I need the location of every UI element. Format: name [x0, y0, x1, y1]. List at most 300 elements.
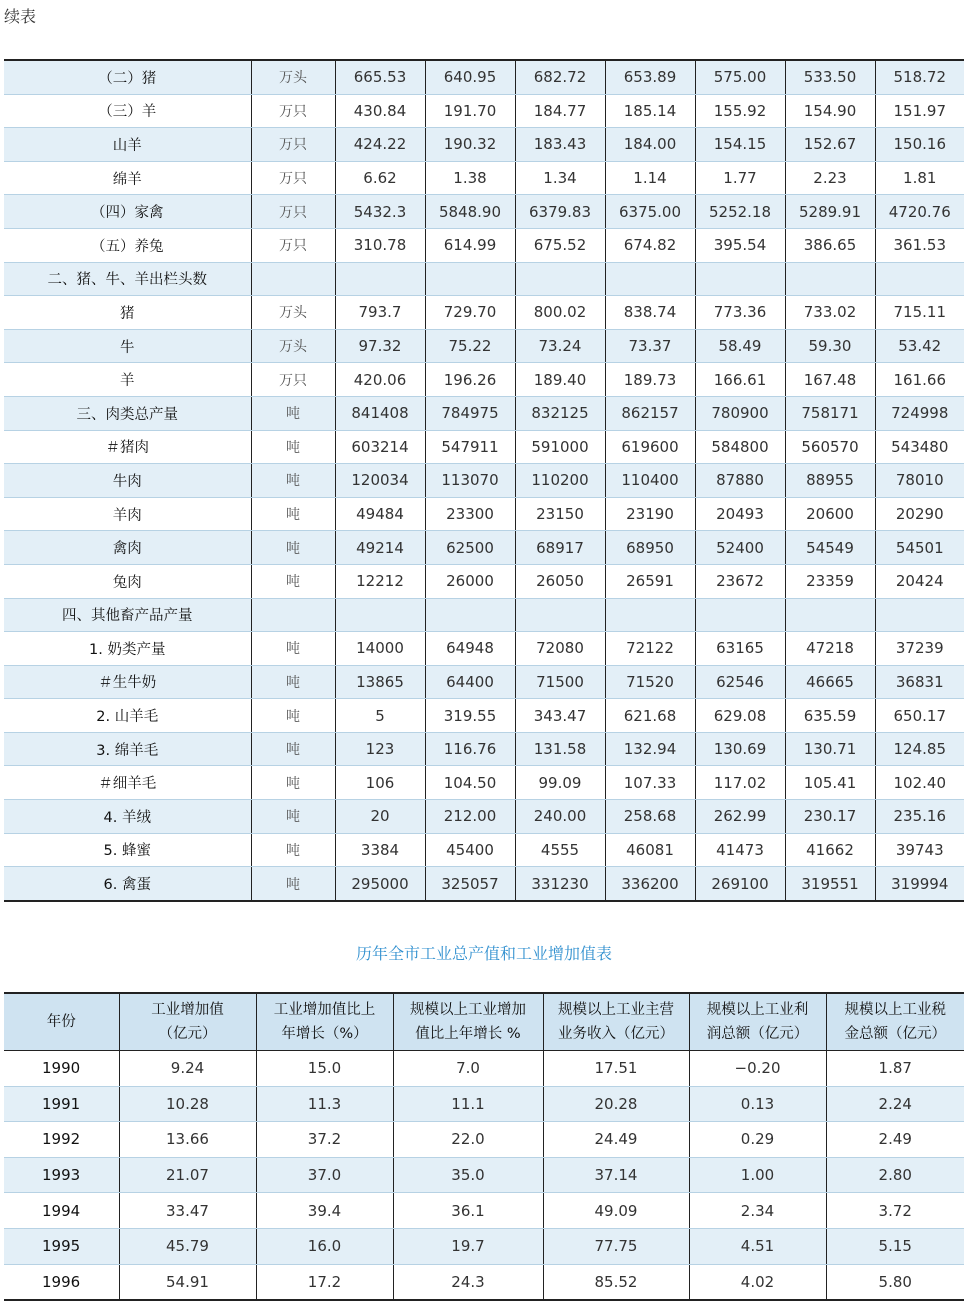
table-cell: 386.65: [785, 228, 875, 262]
column-header-line: 规模以上工业税: [844, 1002, 946, 1018]
table-cell: 319551: [785, 867, 875, 901]
row-item-label: 二、猪、牛、羊出栏头数: [4, 262, 251, 296]
table-row: [4, 1264, 964, 1300]
table-cell: 23359: [785, 564, 875, 598]
table-cell: 2.34: [689, 1193, 826, 1229]
table-cell: 53.42: [875, 329, 964, 363]
row-unit: 吨: [251, 531, 335, 565]
table-cell: 603214: [335, 430, 425, 464]
table-cell: [875, 262, 964, 296]
table-row: [4, 464, 964, 498]
table-cell: 151.97: [875, 94, 964, 128]
table-cell: 64400: [425, 665, 515, 699]
table-cell: 21.07: [119, 1157, 256, 1193]
table-cell: 20493: [695, 497, 785, 531]
table-row: [4, 833, 964, 867]
table-cell: 653.89: [605, 60, 695, 94]
row-unit: 吨: [251, 732, 335, 766]
table-cell: 235.16: [875, 800, 964, 834]
table-cell: 12212: [335, 564, 425, 598]
table-cell: 73.37: [605, 329, 695, 363]
table-row: [4, 296, 964, 330]
row-item-label: 三、肉类总产量: [4, 396, 251, 430]
table-cell: 0.29: [689, 1122, 826, 1158]
table-cell: 52400: [695, 531, 785, 565]
table-cell: 862157: [605, 396, 695, 430]
table-cell: 196.26: [425, 363, 515, 397]
table-cell: 45.79: [119, 1228, 256, 1264]
row-unit: 万只: [251, 161, 335, 195]
table-cell: 269100: [695, 867, 785, 901]
table-cell: 46081: [605, 833, 695, 867]
table-cell: 68950: [605, 531, 695, 565]
table-cell: 26591: [605, 564, 695, 598]
table-row: [4, 60, 964, 94]
table-row: [4, 1051, 964, 1087]
table-cell: 665.53: [335, 60, 425, 94]
table-row: [4, 766, 964, 800]
table-cell: 130.69: [695, 732, 785, 766]
table-cell: 110200: [515, 464, 605, 498]
column-header-line: 工业增加值: [151, 1002, 224, 1018]
table-cell: 336200: [605, 867, 695, 901]
table-cell: 675.52: [515, 228, 605, 262]
row-year: 1993: [4, 1157, 119, 1193]
table-cell: 152.67: [785, 128, 875, 162]
industry-table-title: 历年全市工业总产值和工业增加值表: [355, 944, 612, 963]
row-item-label: 5. 蜂蜜: [4, 833, 251, 867]
row-unit: 吨: [251, 564, 335, 598]
table-cell: 85.52: [543, 1264, 689, 1300]
table-cell: 78010: [875, 464, 964, 498]
table-cell: 560570: [785, 430, 875, 464]
table-cell: 37239: [875, 632, 964, 666]
table-cell: 4555: [515, 833, 605, 867]
table-row: [4, 161, 964, 195]
table-cell: 23190: [605, 497, 695, 531]
table-cell: 131.58: [515, 732, 605, 766]
table-row: [4, 262, 964, 296]
row-item-label: ＃猪肉: [4, 430, 251, 464]
row-item-label: 羊肉: [4, 497, 251, 531]
column-header-line: 规模以上工业利: [706, 1002, 809, 1018]
table-cell: 23150: [515, 497, 605, 531]
table-row: [4, 867, 964, 901]
row-unit: 吨: [251, 632, 335, 666]
table-cell: 20290: [875, 497, 964, 531]
table-cell: 132.94: [605, 732, 695, 766]
row-unit: 万只: [251, 363, 335, 397]
table-cell: 33.47: [119, 1193, 256, 1229]
table-cell: 635.59: [785, 699, 875, 733]
row-item-label: 3. 绵羊毛: [4, 732, 251, 766]
row-unit: 吨: [251, 464, 335, 498]
table-cell: 758171: [785, 396, 875, 430]
table-cell: 331230: [515, 867, 605, 901]
table-cell: 591000: [515, 430, 605, 464]
table-cell: 166.61: [695, 363, 785, 397]
table-cell: 58.49: [695, 329, 785, 363]
table-row: [4, 363, 964, 397]
table-cell: 6.62: [335, 161, 425, 195]
row-unit: 万只: [251, 195, 335, 229]
table-row: [4, 396, 964, 430]
row-unit: 吨: [251, 699, 335, 733]
table-cell: 37.14: [543, 1157, 689, 1193]
column-header: [543, 993, 689, 1051]
table-cell: 23300: [425, 497, 515, 531]
table-cell: 4720.76: [875, 195, 964, 229]
table-cell: 5432.3: [335, 195, 425, 229]
table-cell: 116.76: [425, 732, 515, 766]
table-cell: 110400: [605, 464, 695, 498]
table-cell: 71500: [515, 665, 605, 699]
table-cell: 240.00: [515, 800, 605, 834]
row-item-label: 1. 奶类产量: [4, 632, 251, 666]
row-item-label: ＃细羊毛: [4, 766, 251, 800]
table-cell: 3384: [335, 833, 425, 867]
table-cell: 1.00: [689, 1157, 826, 1193]
table-cell: [335, 262, 425, 296]
row-year: 1990: [4, 1051, 119, 1087]
table-cell: 361.53: [875, 228, 964, 262]
table-cell: 1.34: [515, 161, 605, 195]
column-header-line: 值比上年增长 %: [415, 1026, 521, 1042]
table-row: [4, 699, 964, 733]
column-header-line: 规模以上工业主营: [558, 1002, 674, 1018]
table-cell: [425, 598, 515, 632]
table-cell: 36.1: [393, 1193, 543, 1229]
table-row: [4, 800, 964, 834]
table-cell: 2.49: [826, 1122, 964, 1158]
table-cell: [515, 262, 605, 296]
table-cell: 120034: [335, 464, 425, 498]
table-cell: 5: [335, 699, 425, 733]
table-cell: 682.72: [515, 60, 605, 94]
table-cell: 420.06: [335, 363, 425, 397]
column-header-line: 年份: [46, 1014, 76, 1030]
table-cell: 17.2: [256, 1264, 393, 1300]
row-item-label: 山羊: [4, 128, 251, 162]
row-item-label: 6. 禽蛋: [4, 867, 251, 901]
table-cell: 72080: [515, 632, 605, 666]
table-cell: 20.28: [543, 1086, 689, 1122]
table-cell: 258.68: [605, 800, 695, 834]
continued-label: 续表: [4, 7, 37, 26]
table-cell: 5.15: [826, 1228, 964, 1264]
table-cell: 106: [335, 766, 425, 800]
table-cell: 543480: [875, 430, 964, 464]
table-cell: −0.20: [689, 1051, 826, 1087]
table-cell: 2.80: [826, 1157, 964, 1193]
table-row: [4, 1122, 964, 1158]
table-cell: 46665: [785, 665, 875, 699]
table-cell: 154.90: [785, 94, 875, 128]
table-cell: 24.49: [543, 1122, 689, 1158]
table-cell: 395.54: [695, 228, 785, 262]
table-cell: 45400: [425, 833, 515, 867]
column-header: [393, 993, 543, 1051]
row-item-label: 2. 山羊毛: [4, 699, 251, 733]
table-cell: 62500: [425, 531, 515, 565]
table-cell: 841408: [335, 396, 425, 430]
column-header-line: 金总额（亿元）: [844, 1026, 946, 1042]
table-cell: 343.47: [515, 699, 605, 733]
table-cell: 150.16: [875, 128, 964, 162]
table-cell: 5.80: [826, 1264, 964, 1300]
table-cell: 13.66: [119, 1122, 256, 1158]
row-item-label: 禽肉: [4, 531, 251, 565]
table-cell: [605, 262, 695, 296]
table-cell: 15.0: [256, 1051, 393, 1087]
table-cell: 130.71: [785, 732, 875, 766]
table-cell: 14000: [335, 632, 425, 666]
table-cell: 36831: [875, 665, 964, 699]
table-cell: 105.41: [785, 766, 875, 800]
column-header-line: 年增长（%）: [281, 1026, 368, 1042]
table-row: [4, 497, 964, 531]
row-unit: 万头: [251, 329, 335, 363]
table-cell: 37.2: [256, 1122, 393, 1158]
row-item-label: 牛: [4, 329, 251, 363]
table-cell: 547911: [425, 430, 515, 464]
table-cell: [335, 598, 425, 632]
table-cell: 733.02: [785, 296, 875, 330]
table-cell: 832125: [515, 396, 605, 430]
column-header-line: 润总额（亿元）: [706, 1026, 809, 1042]
table-cell: 262.99: [695, 800, 785, 834]
row-item-label: （二）猪: [4, 60, 251, 94]
table-cell: 167.48: [785, 363, 875, 397]
table-cell: 729.70: [425, 296, 515, 330]
table-cell: 0.13: [689, 1086, 826, 1122]
row-unit: 吨: [251, 766, 335, 800]
row-item-label: 猪: [4, 296, 251, 330]
column-header: [826, 993, 964, 1051]
table-row: [4, 564, 964, 598]
table-cell: 59.30: [785, 329, 875, 363]
table-cell: 310.78: [335, 228, 425, 262]
table-cell: 19.7: [393, 1228, 543, 1264]
table-row: [4, 665, 964, 699]
table-cell: 20424: [875, 564, 964, 598]
row-unit: 万只: [251, 94, 335, 128]
table-cell: 533.50: [785, 60, 875, 94]
table-cell: 23672: [695, 564, 785, 598]
column-header: [119, 993, 256, 1051]
table-cell: 4.51: [689, 1228, 826, 1264]
row-item-label: （四）家禽: [4, 195, 251, 229]
table-cell: 16.0: [256, 1228, 393, 1264]
table-cell: 650.17: [875, 699, 964, 733]
table-cell: 155.92: [695, 94, 785, 128]
table-cell: 6379.83: [515, 195, 605, 229]
table-row: [4, 329, 964, 363]
table-cell: 7.0: [393, 1051, 543, 1087]
table-cell: 189.40: [515, 363, 605, 397]
table-cell: 6375.00: [605, 195, 695, 229]
row-year: 1991: [4, 1086, 119, 1122]
row-item-label: 羊: [4, 363, 251, 397]
table-cell: 518.72: [875, 60, 964, 94]
row-year: 1994: [4, 1193, 119, 1229]
table-cell: 22.0: [393, 1122, 543, 1158]
table-cell: 3.72: [826, 1193, 964, 1229]
table-cell: [875, 598, 964, 632]
table-cell: 1.77: [695, 161, 785, 195]
row-unit: 万只: [251, 228, 335, 262]
table-cell: 184.77: [515, 94, 605, 128]
table-cell: 4.02: [689, 1264, 826, 1300]
table-row: [4, 430, 964, 464]
table-cell: 621.68: [605, 699, 695, 733]
row-item-label: 牛肉: [4, 464, 251, 498]
table-cell: 54549: [785, 531, 875, 565]
table-cell: 87880: [695, 464, 785, 498]
table-cell: 124.85: [875, 732, 964, 766]
table-cell: 629.08: [695, 699, 785, 733]
table-cell: 319994: [875, 867, 964, 901]
table-row: [4, 1193, 964, 1229]
table-cell: 39.4: [256, 1193, 393, 1229]
table-cell: [785, 262, 875, 296]
row-unit: 吨: [251, 867, 335, 901]
row-unit: 万头: [251, 60, 335, 94]
column-header-line: （亿元）: [158, 1026, 217, 1042]
row-item-label: 兔肉: [4, 564, 251, 598]
table-cell: 2.23: [785, 161, 875, 195]
table-cell: 104.50: [425, 766, 515, 800]
table-cell: [695, 598, 785, 632]
table-cell: 41473: [695, 833, 785, 867]
table-cell: 102.40: [875, 766, 964, 800]
industry-table: [4, 992, 964, 1301]
table-cell: 780900: [695, 396, 785, 430]
table-cell: 71520: [605, 665, 695, 699]
table-cell: 784975: [425, 396, 515, 430]
table-cell: 2.24: [826, 1086, 964, 1122]
table-cell: 614.99: [425, 228, 515, 262]
table-cell: 161.66: [875, 363, 964, 397]
table-cell: 154.15: [695, 128, 785, 162]
row-unit: 万只: [251, 128, 335, 162]
column-header-line: 工业增加值比上: [273, 1002, 376, 1018]
table-row: [4, 94, 964, 128]
table-row: [4, 195, 964, 229]
table-cell: 674.82: [605, 228, 695, 262]
table-row: [4, 128, 964, 162]
table-cell: 189.73: [605, 363, 695, 397]
livestock-table: [4, 59, 964, 902]
table-cell: 17.51: [543, 1051, 689, 1087]
row-unit: 吨: [251, 800, 335, 834]
table-cell: 72122: [605, 632, 695, 666]
table-cell: 75.22: [425, 329, 515, 363]
row-item-label: （三）羊: [4, 94, 251, 128]
table-cell: [515, 598, 605, 632]
table-header-row: [4, 993, 964, 1051]
row-item-label: 四、其他畜产品产量: [4, 598, 251, 632]
table-cell: 49.09: [543, 1193, 689, 1229]
table-cell: 325057: [425, 867, 515, 901]
table-cell: 64948: [425, 632, 515, 666]
table-cell: 54501: [875, 531, 964, 565]
table-cell: 113070: [425, 464, 515, 498]
table-cell: 63165: [695, 632, 785, 666]
column-header: [256, 993, 393, 1051]
row-item-label: 绵羊: [4, 161, 251, 195]
table-cell: 584800: [695, 430, 785, 464]
table-cell: 35.0: [393, 1157, 543, 1193]
table-cell: 575.00: [695, 60, 785, 94]
table-cell: 190.32: [425, 128, 515, 162]
table-cell: 26000: [425, 564, 515, 598]
table-cell: 49484: [335, 497, 425, 531]
table-cell: 77.75: [543, 1228, 689, 1264]
table-cell: 39743: [875, 833, 964, 867]
column-header-line: 规模以上工业增加: [410, 1002, 526, 1018]
table-cell: 47218: [785, 632, 875, 666]
table-cell: 724998: [875, 396, 964, 430]
table-cell: 26050: [515, 564, 605, 598]
row-unit: 万头: [251, 296, 335, 330]
row-year: 1996: [4, 1264, 119, 1300]
row-unit: 吨: [251, 833, 335, 867]
table-cell: 11.3: [256, 1086, 393, 1122]
table-cell: 295000: [335, 867, 425, 901]
table-row: [4, 598, 964, 632]
table-cell: 54.91: [119, 1264, 256, 1300]
row-item-label: （五）养兔: [4, 228, 251, 262]
row-unit: [251, 598, 335, 632]
table-cell: 49214: [335, 531, 425, 565]
row-unit: 吨: [251, 665, 335, 699]
table-cell: 800.02: [515, 296, 605, 330]
row-unit: 吨: [251, 396, 335, 430]
column-header: [4, 993, 119, 1051]
table-cell: [425, 262, 515, 296]
table-cell: 1.14: [605, 161, 695, 195]
table-cell: [605, 598, 695, 632]
table-row: [4, 531, 964, 565]
table-cell: 212.00: [425, 800, 515, 834]
table-cell: 5289.91: [785, 195, 875, 229]
row-unit: 吨: [251, 497, 335, 531]
table-cell: 793.7: [335, 296, 425, 330]
table-cell: [785, 598, 875, 632]
row-year: 1992: [4, 1122, 119, 1158]
table-cell: 184.00: [605, 128, 695, 162]
table-cell: 123: [335, 732, 425, 766]
column-header: [689, 993, 826, 1051]
table-cell: 97.32: [335, 329, 425, 363]
table-row: [4, 1228, 964, 1264]
column-header-line: 业务收入（亿元）: [558, 1026, 674, 1042]
table-row: [4, 632, 964, 666]
table-cell: 1.87: [826, 1051, 964, 1087]
table-cell: 1.81: [875, 161, 964, 195]
table-cell: 68917: [515, 531, 605, 565]
row-item-label: 4. 羊绒: [4, 800, 251, 834]
table-cell: 619600: [605, 430, 695, 464]
table-cell: 424.22: [335, 128, 425, 162]
table-cell: 99.09: [515, 766, 605, 800]
table-cell: 11.1: [393, 1086, 543, 1122]
table-cell: 191.70: [425, 94, 515, 128]
table-row: [4, 732, 964, 766]
table-cell: 20: [335, 800, 425, 834]
table-cell: 10.28: [119, 1086, 256, 1122]
